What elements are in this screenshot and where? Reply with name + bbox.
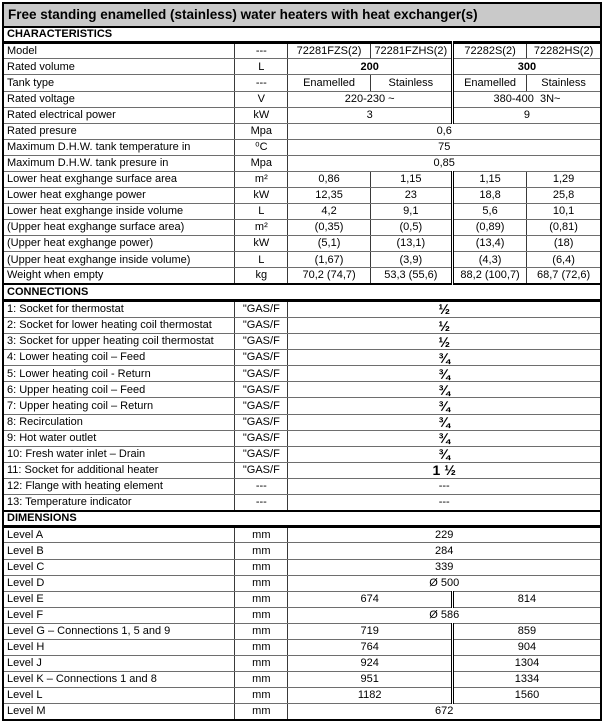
value-cell: 674 [288,591,453,607]
section-header-label: CHARACTERISTICS [3,27,601,43]
value-cell: ¾ [288,350,601,366]
value-cell: 220-230 ~ [288,91,453,107]
unit-cell: "GAS/F [235,414,288,430]
spec-label: Level J [3,656,235,672]
table-row [3,334,601,350]
table-row [3,366,601,382]
table-row [3,704,601,720]
table-row [3,204,601,220]
table-row [3,318,601,334]
spec-label: 13: Temperature indicator [3,494,235,510]
value-cell: 951 [288,672,453,688]
table-row [3,382,601,398]
value-cell: 904 [452,639,601,655]
value-cell: (18) [527,236,601,252]
value-cell: 72281FZS(2) [288,43,370,59]
unit-cell: mm [235,704,288,720]
section-header-dimensions [3,511,601,527]
value-cell: 25,8 [527,188,601,204]
spec-label: Weight when empty [3,268,235,284]
table-row [3,478,601,494]
unit-cell: "GAS/F [235,430,288,446]
table-row [3,591,601,607]
value-cell: ¾ [288,414,601,430]
value-cell: 380-400 3N~ [452,91,601,107]
value-cell: Stainless [370,75,452,91]
unit-cell: V [235,91,288,107]
spec-label: Level G – Connections 1, 5 and 9 [3,623,235,639]
value-cell: 1 ½ [288,462,601,478]
spec-label: 3: Socket for upper heating coil thermostat [3,334,235,350]
value-cell: 0,6 [288,123,601,139]
table-row [3,398,601,414]
spec-label: Lower heat exghange surface area [3,171,235,187]
spec-label: Level H [3,639,235,655]
table-row [3,543,601,559]
value-cell: 0,85 [288,155,601,171]
unit-cell: m² [235,220,288,236]
table-row [3,107,601,123]
value-cell: 1304 [452,656,601,672]
spec-label: Level A [3,527,235,543]
unit-cell: ⁰C [235,139,288,155]
value-cell: 70,2 (74,7) [288,268,370,284]
value-cell: 300 [452,59,601,75]
spec-label: 11: Socket for additional heater [3,462,235,478]
table-row [3,236,601,252]
unit-cell: kg [235,268,288,284]
table-row [3,155,601,171]
unit-cell: Mpa [235,123,288,139]
unit-cell: "GAS/F [235,446,288,462]
value-cell: (0,5) [370,220,452,236]
spec-label: Maximum D.H.W. tank temperature in [3,139,235,155]
value-cell: ½ [288,334,601,350]
value-cell: 1,15 [370,171,452,187]
value-cell: 5,6 [452,204,526,220]
spec-label: Rated electrical power [3,107,235,123]
section-header-label: DIMENSIONS [3,511,601,527]
value-cell: 72282HS(2) [527,43,601,59]
spec-label: Level B [3,543,235,559]
unit-cell: m² [235,171,288,187]
spec-label: Lower heat exghange power [3,188,235,204]
table-row [3,688,601,704]
value-cell: ¾ [288,382,601,398]
value-cell: 284 [288,543,601,559]
table-row [3,350,601,366]
spec-label: (Upper heat exghange power) [3,236,235,252]
unit-cell: mm [235,527,288,543]
spec-label: Maximum D.H.W. tank presure in [3,155,235,171]
value-cell: 1560 [452,688,601,704]
value-cell: Enamelled [288,75,370,91]
unit-cell: --- [235,478,288,494]
value-cell: 719 [288,623,453,639]
spec-label: Level C [3,559,235,575]
value-cell: ½ [288,318,601,334]
table-row [3,446,601,462]
section-header-label: CONNECTIONS [3,284,601,300]
spec-label: 7: Upper heating coil – Return [3,398,235,414]
table-row [3,527,601,543]
table-row [3,139,601,155]
spec-label: 6: Upper heating coil – Feed [3,382,235,398]
table-row [3,575,601,591]
table-row [3,43,601,59]
spec-label: Rated voltage [3,91,235,107]
value-cell: (6,4) [527,252,601,268]
unit-cell: mm [235,656,288,672]
value-cell: --- [288,478,601,494]
value-cell: 1182 [288,688,453,704]
value-cell: 9 [452,107,601,123]
value-cell: 1334 [452,672,601,688]
value-cell: 4,2 [288,204,370,220]
spec-label: 8: Recirculation [3,414,235,430]
value-cell: 68,7 (72,6) [527,268,601,284]
value-cell: Enamelled [452,75,526,91]
table-row [3,559,601,575]
value-cell: 0,86 [288,171,370,187]
spec-label: 12: Flange with heating element [3,478,235,494]
value-cell: 1,29 [527,171,601,187]
value-cell: (5,1) [288,236,370,252]
unit-cell: L [235,252,288,268]
table-row [3,639,601,655]
spec-label: Rated volume [3,59,235,75]
unit-cell: L [235,204,288,220]
spec-label: 9: Hot water outlet [3,430,235,446]
table-row [3,123,601,139]
unit-cell: mm [235,623,288,639]
value-cell: 10,1 [527,204,601,220]
value-cell: 924 [288,656,453,672]
value-cell: Ø 500 [288,575,601,591]
table-row [3,623,601,639]
value-cell: 3 [288,107,453,123]
value-cell: 53,3 (55,6) [370,268,452,284]
unit-cell: "GAS/F [235,300,288,317]
table-row [3,268,601,284]
spec-label: Model [3,43,235,59]
section-header-connections [3,284,601,300]
table-row [3,414,601,430]
unit-cell: "GAS/F [235,366,288,382]
table-row [3,462,601,478]
spec-label: 10: Fresh water inlet – Drain [3,446,235,462]
spec-label: Level F [3,607,235,623]
unit-cell: "GAS/F [235,398,288,414]
value-cell: 764 [288,639,453,655]
value-cell: 814 [452,591,601,607]
table-row [3,252,601,268]
value-cell: --- [288,494,601,510]
unit-cell: --- [235,43,288,59]
table-row [3,656,601,672]
spec-label: Level L [3,688,235,704]
unit-cell: "GAS/F [235,462,288,478]
unit-cell: mm [235,591,288,607]
spec-label: 2: Socket for lower heating coil thermostat [3,318,235,334]
value-cell: 18,8 [452,188,526,204]
table-row [3,672,601,688]
value-cell: 88,2 (100,7) [452,268,526,284]
value-cell: 72282S(2) [452,43,526,59]
value-cell: (3,9) [370,252,452,268]
spec-label: 5: Lower heating coil - Return [3,366,235,382]
value-cell: (4,3) [452,252,526,268]
table-row [3,171,601,187]
unit-cell: mm [235,543,288,559]
unit-cell: "GAS/F [235,382,288,398]
value-cell: (13,1) [370,236,452,252]
table-row [3,300,601,317]
spec-label: Lower heat exghange inside volume [3,204,235,220]
spec-label: Level M [3,704,235,720]
table-row [3,59,601,75]
value-cell: (0,81) [527,220,601,236]
unit-cell: kW [235,236,288,252]
table-row [3,607,601,623]
spec-label: Rated presure [3,123,235,139]
unit-cell: mm [235,672,288,688]
unit-cell: mm [235,607,288,623]
table-row [3,75,601,91]
table-row [3,494,601,510]
unit-cell: mm [235,688,288,704]
value-cell: (0,35) [288,220,370,236]
unit-cell: "GAS/F [235,334,288,350]
spec-label: Level K – Connections 1 and 8 [3,672,235,688]
unit-cell: "GAS/F [235,318,288,334]
page-title: Free standing enamelled (stainless) water heaters with heat exchanger(s) [3,3,601,27]
value-cell: 75 [288,139,601,155]
value-cell: (1,67) [288,252,370,268]
value-cell: 200 [288,59,453,75]
value-cell: Ø 586 [288,607,601,623]
unit-cell: mm [235,559,288,575]
spec-label: Level D [3,575,235,591]
value-cell: (13,4) [452,236,526,252]
unit-cell: kW [235,107,288,123]
value-cell: 1,15 [452,171,526,187]
value-cell: ¾ [288,446,601,462]
unit-cell: mm [235,639,288,655]
section-header-characteristics [3,27,601,43]
value-cell: 12,35 [288,188,370,204]
table-row [3,220,601,236]
value-cell: ¾ [288,366,601,382]
spec-label: 4: Lower heating coil – Feed [3,350,235,366]
value-cell: 339 [288,559,601,575]
unit-cell: kW [235,188,288,204]
value-cell: ½ [288,300,601,317]
spec-label: (Upper heat exghange surface area) [3,220,235,236]
value-cell: 859 [452,623,601,639]
value-cell: 672 [288,704,601,720]
spec-label: 1: Socket for thermostat [3,300,235,317]
value-cell: Stainless [527,75,601,91]
value-cell: ¾ [288,398,601,414]
spec-label: (Upper heat exghange inside volume) [3,252,235,268]
value-cell: 23 [370,188,452,204]
unit-cell: "GAS/F [235,350,288,366]
table-row [3,91,601,107]
table-row [3,430,601,446]
table-row [3,188,601,204]
value-cell: 9,1 [370,204,452,220]
spec-label: Level E [3,591,235,607]
table-title-row [3,3,601,27]
value-cell: (0,89) [452,220,526,236]
value-cell: ¾ [288,430,601,446]
spec-table [2,2,602,721]
spec-label: Tank type [3,75,235,91]
unit-cell: --- [235,494,288,510]
unit-cell: mm [235,575,288,591]
unit-cell: L [235,59,288,75]
value-cell: 229 [288,527,601,543]
unit-cell: --- [235,75,288,91]
unit-cell: Mpa [235,155,288,171]
value-cell: 72281FZHS(2) [370,43,452,59]
